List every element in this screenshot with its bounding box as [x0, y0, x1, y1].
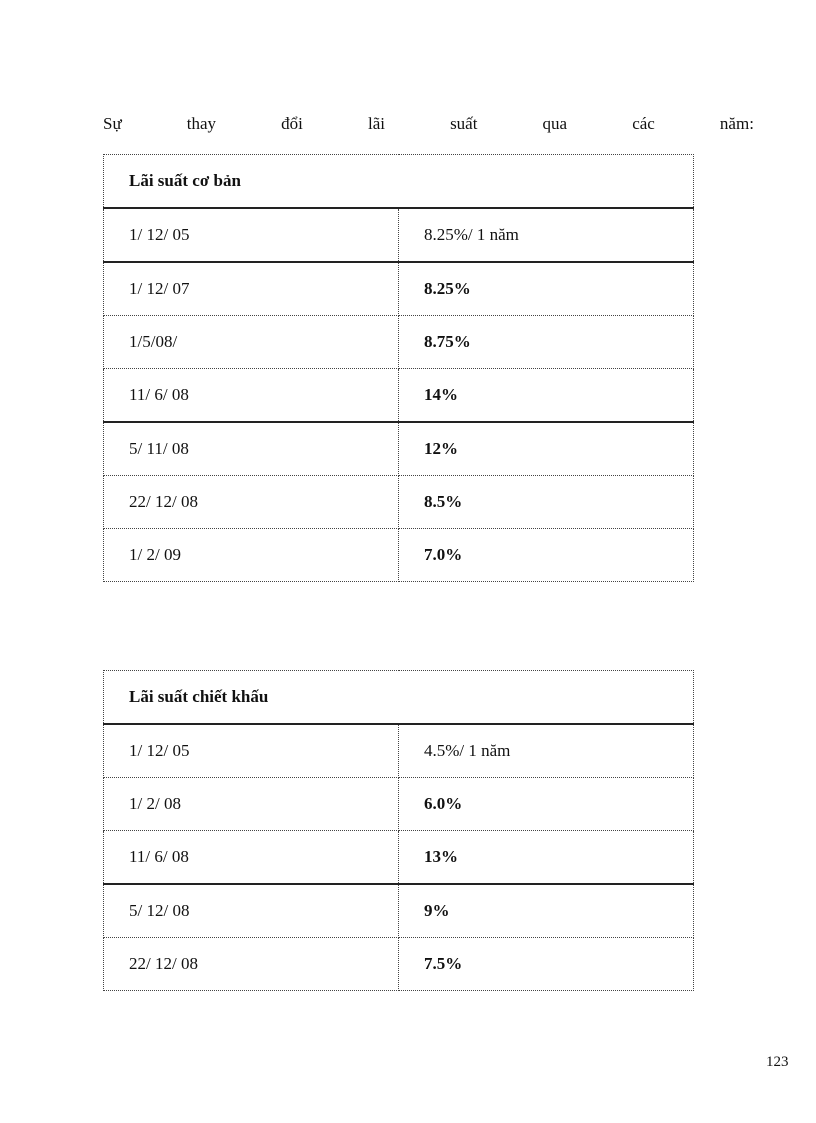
heading-word: thay — [186, 114, 217, 133]
rate-cell: 12% — [399, 422, 694, 476]
table-row — [104, 831, 694, 885]
rate-cell: 14% — [399, 369, 694, 423]
date-cell: 5/ 11/ 08 — [104, 422, 399, 476]
date-cell: 1/ 12/ 05 — [104, 208, 399, 262]
section-heading — [103, 114, 754, 134]
rate-cell: 4.5%/ 1 năm — [399, 724, 694, 778]
table-row — [104, 476, 694, 529]
table-row — [104, 938, 694, 991]
date-cell: 11/ 6/ 08 — [104, 369, 399, 423]
heading-word: qua — [542, 114, 568, 133]
rate-cell: 8.75% — [399, 316, 694, 369]
date-cell: 11/ 6/ 08 — [104, 831, 399, 885]
rate-cell: 7.5% — [399, 938, 694, 991]
heading-word: Sự — [103, 114, 122, 133]
rate-cell: 9% — [399, 884, 694, 938]
heading-word: suất — [450, 114, 478, 133]
table-row — [104, 208, 694, 262]
basic-rate-table — [103, 154, 694, 582]
discount-rate-table — [103, 670, 694, 991]
table-row — [104, 262, 694, 316]
rate-cell: 8.25% — [399, 262, 694, 316]
table-row — [104, 778, 694, 831]
heading-word: năm: — [719, 114, 754, 133]
date-cell: 1/ 12/ 07 — [104, 262, 399, 316]
table-row — [104, 369, 694, 423]
page-number: 123 — [766, 1054, 789, 1070]
rate-cell: 13% — [399, 831, 694, 885]
table-row — [104, 884, 694, 938]
date-cell: 5/ 12/ 08 — [104, 884, 399, 938]
heading-word: các — [632, 114, 655, 133]
table-title: Lãi suất chiết khấu — [104, 671, 694, 725]
rate-cell: 8.25%/ 1 năm — [399, 208, 694, 262]
date-cell: 1/ 2/ 09 — [104, 529, 399, 582]
date-cell: 1/5/08/ — [104, 316, 399, 369]
heading-word: đổi — [281, 114, 303, 133]
table-title: Lãi suất cơ bản — [104, 155, 694, 209]
rate-cell: 6.0% — [399, 778, 694, 831]
table-row — [104, 724, 694, 778]
date-cell: 22/ 12/ 08 — [104, 938, 399, 991]
rate-cell: 7.0% — [399, 529, 694, 582]
date-cell: 22/ 12/ 08 — [104, 476, 399, 529]
heading-word: lãi — [367, 114, 385, 133]
table-header-row — [104, 155, 694, 209]
table-row — [104, 529, 694, 582]
date-cell: 1/ 2/ 08 — [104, 778, 399, 831]
date-cell: 1/ 12/ 05 — [104, 724, 399, 778]
table-row — [104, 316, 694, 369]
table-row — [104, 422, 694, 476]
rate-cell: 8.5% — [399, 476, 694, 529]
table-header-row — [104, 671, 694, 725]
